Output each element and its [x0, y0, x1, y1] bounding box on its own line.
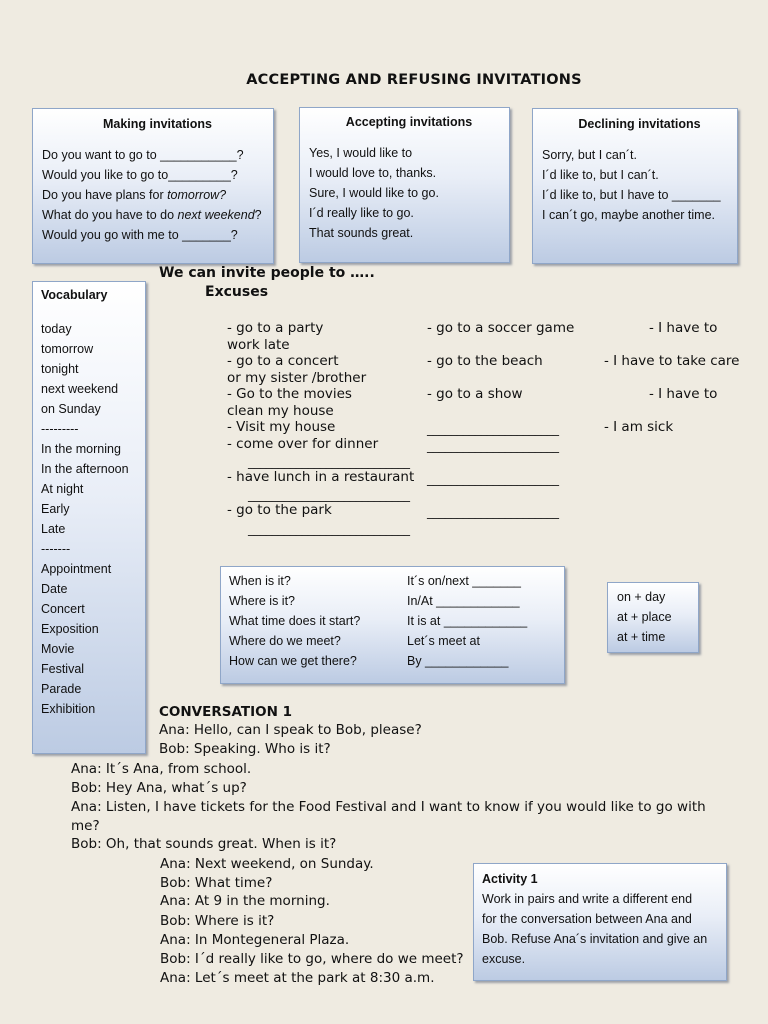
conversation-line: Ana: Listen, I have tickets for the Food Festival and I want to know if you would like to go with: [71, 799, 706, 815]
vocabulary-item: Festival: [41, 662, 85, 676]
answer: It is at ____________: [407, 614, 528, 628]
blank-line: ______________________: [427, 439, 559, 453]
conversation-line: me?: [71, 818, 100, 834]
vocabulary-item: -------: [41, 542, 71, 556]
conversation-line: Ana: It´s Ana, from school.: [71, 761, 252, 777]
option-party: - go to a party: [227, 320, 324, 336]
question: Where do we meet?: [229, 634, 341, 648]
excuse-have-to: - I have to: [649, 386, 718, 402]
questions-box: [220, 566, 565, 684]
making-line-text: Do you have plans for: [42, 188, 168, 202]
blank-line: ___________________________: [248, 522, 410, 536]
vocabulary-item: Movie: [41, 642, 75, 656]
excuse-sick: - I am sick: [604, 419, 674, 435]
question: When is it?: [229, 574, 291, 588]
excuses-heading: Excuses: [205, 284, 269, 300]
making-line-italic: tomorrow?: [167, 188, 227, 202]
conversation-line: Bob: What time?: [160, 875, 273, 891]
blank-line: ______________________: [427, 422, 559, 436]
vocabulary-item: Concert: [41, 602, 85, 616]
blank-line: ___________________________: [248, 488, 410, 502]
vocabulary-item: next weekend: [41, 382, 119, 396]
making-invitations-heading: Making invitations: [102, 117, 213, 131]
vocabulary-box: [32, 281, 146, 754]
activity-line: Work in pairs and write a different end: [482, 892, 693, 906]
conversation-line: Ana: At 9 in the morning.: [160, 893, 330, 909]
questions-right-column: [407, 571, 527, 671]
vocabulary-item: In the afternoon: [41, 462, 129, 476]
option-show: - go to a show: [427, 386, 523, 402]
blank-line: ______________________: [427, 472, 559, 486]
conversation-line: Bob: Hey Ana, what´s up?: [71, 780, 247, 796]
question: What time does it start?: [229, 614, 361, 628]
vocabulary-item: tomorrow: [41, 342, 94, 356]
accepting-invitations-heading: Accepting invitations: [345, 115, 473, 129]
conversation-heading: CONVERSATION 1: [159, 704, 292, 720]
option-movies: - Go to the movies: [227, 386, 352, 402]
vocabulary-item: Early: [41, 502, 70, 516]
making-invitations-box: [32, 108, 274, 264]
option-visit: - Visit my house: [227, 419, 336, 435]
excuse-have-to: - I have to: [649, 320, 718, 336]
conversation-line: Ana: In Montegeneral Plaza.: [160, 932, 350, 948]
option-soccer: - go to a soccer game: [427, 320, 575, 336]
declining-line: Sorry, but I can´t.: [542, 148, 637, 162]
declining-invitations-box: [532, 108, 738, 264]
conversation-line: Bob: Where is it?: [160, 913, 275, 929]
answer: In/At ____________: [407, 594, 520, 608]
accepting-line: Sure, I would like to go.: [309, 186, 439, 200]
vocabulary-item: Appointment: [41, 562, 112, 576]
vocabulary-heading: Vocabulary: [41, 288, 108, 302]
making-line: [42, 205, 273, 225]
accepting-line: I´d really like to go.: [309, 206, 414, 220]
option-beach: - go to the beach: [427, 353, 543, 369]
option-lunch: - have lunch in a restaurant: [227, 469, 415, 485]
vocabulary-item: today: [41, 322, 72, 336]
declining-line: I´d like to, but I have to _______: [542, 188, 721, 202]
prepositions-box: [607, 582, 699, 653]
activity-line: Bob. Refuse Ana´s invitation and give an: [482, 932, 708, 946]
excuse-take-care: - I have to take care: [604, 353, 740, 369]
accepting-line: That sounds great.: [309, 226, 414, 240]
vocabulary-item: Date: [41, 582, 68, 596]
vocabulary-item: Exposition: [41, 622, 99, 636]
conversation-line: Bob: Oh, that sounds great. When is it?: [71, 836, 337, 852]
blank-line: ___________________________: [248, 455, 410, 469]
option-park: - go to the park: [227, 502, 332, 518]
accepting-line: I would love to, thanks.: [309, 166, 437, 180]
activity-box: [473, 863, 727, 981]
vocabulary-item: tonight: [41, 362, 79, 376]
vocabulary-item: Parade: [41, 682, 82, 696]
accepting-line: Yes, I would like to: [309, 146, 413, 160]
option-concert: - go to a concert: [227, 353, 339, 369]
question: Where is it?: [229, 594, 295, 608]
making-line: Would you like to go to_________?: [42, 168, 238, 182]
page-title: ACCEPTING AND REFUSING INVITATIONS: [246, 72, 582, 88]
vocabulary-list: [41, 319, 145, 719]
conversation-line: Ana: Next weekend, on Sunday.: [160, 856, 374, 872]
making-line-italic: next weekend: [177, 208, 255, 222]
vocabulary-item: on Sunday: [41, 402, 101, 416]
declining-line: I can´t go, maybe another time.: [542, 208, 716, 222]
preposition-rule: on + day: [617, 590, 666, 604]
making-line-text: What do you have to do: [42, 208, 178, 222]
questions-left-column: [229, 571, 360, 671]
vocabulary-item: ---------: [41, 422, 79, 436]
conversation-line: Ana: Hello, can I speak to Bob, please?: [159, 722, 422, 738]
conversation-line: Ana: Let´s meet at the park at 8:30 a.m.: [160, 970, 435, 986]
activity-line: excuse.: [482, 952, 526, 966]
preposition-rule: at + time: [617, 630, 666, 644]
activity-line: for the conversation between Ana and: [482, 912, 692, 926]
question: How can we get there?: [229, 654, 357, 668]
declining-invitations-heading: Declining invitations: [578, 117, 701, 131]
option-movies-wrap: clean my house: [227, 403, 334, 419]
vocabulary-item: In the morning: [41, 442, 121, 456]
vocabulary-item: Late: [41, 522, 66, 536]
vocabulary-item: At night: [41, 482, 84, 496]
conversation-line: Bob: Speaking. Who is it?: [159, 741, 331, 757]
making-line: Do you want to go to ___________?: [42, 148, 244, 162]
answer: It´s on/next _______: [407, 574, 521, 588]
preposition-rule: at + place: [617, 610, 672, 624]
conversation-line: Bob: I´d really like to go, where do we meet?: [160, 951, 464, 967]
accepting-invitations-box: [299, 107, 510, 263]
activity-heading: Activity 1: [482, 872, 538, 886]
blank-line: ______________________: [427, 505, 559, 519]
invite-heading: We can invite people to …..: [159, 265, 375, 281]
option-dinner: - come over for dinner: [227, 436, 379, 452]
answer: By ____________: [407, 654, 509, 668]
option-concert-wrap: or my sister /brother: [227, 370, 367, 386]
answer: Let´s meet at: [407, 634, 480, 648]
option-party-wrap: work late: [227, 337, 290, 353]
vocabulary-item: Exhibition: [41, 702, 96, 716]
declining-line: I´d like to, but I can´t.: [542, 168, 659, 182]
making-line: [42, 185, 273, 205]
making-line: Would you go with me to _______?: [42, 228, 238, 242]
making-line-end: ?: [254, 208, 262, 222]
